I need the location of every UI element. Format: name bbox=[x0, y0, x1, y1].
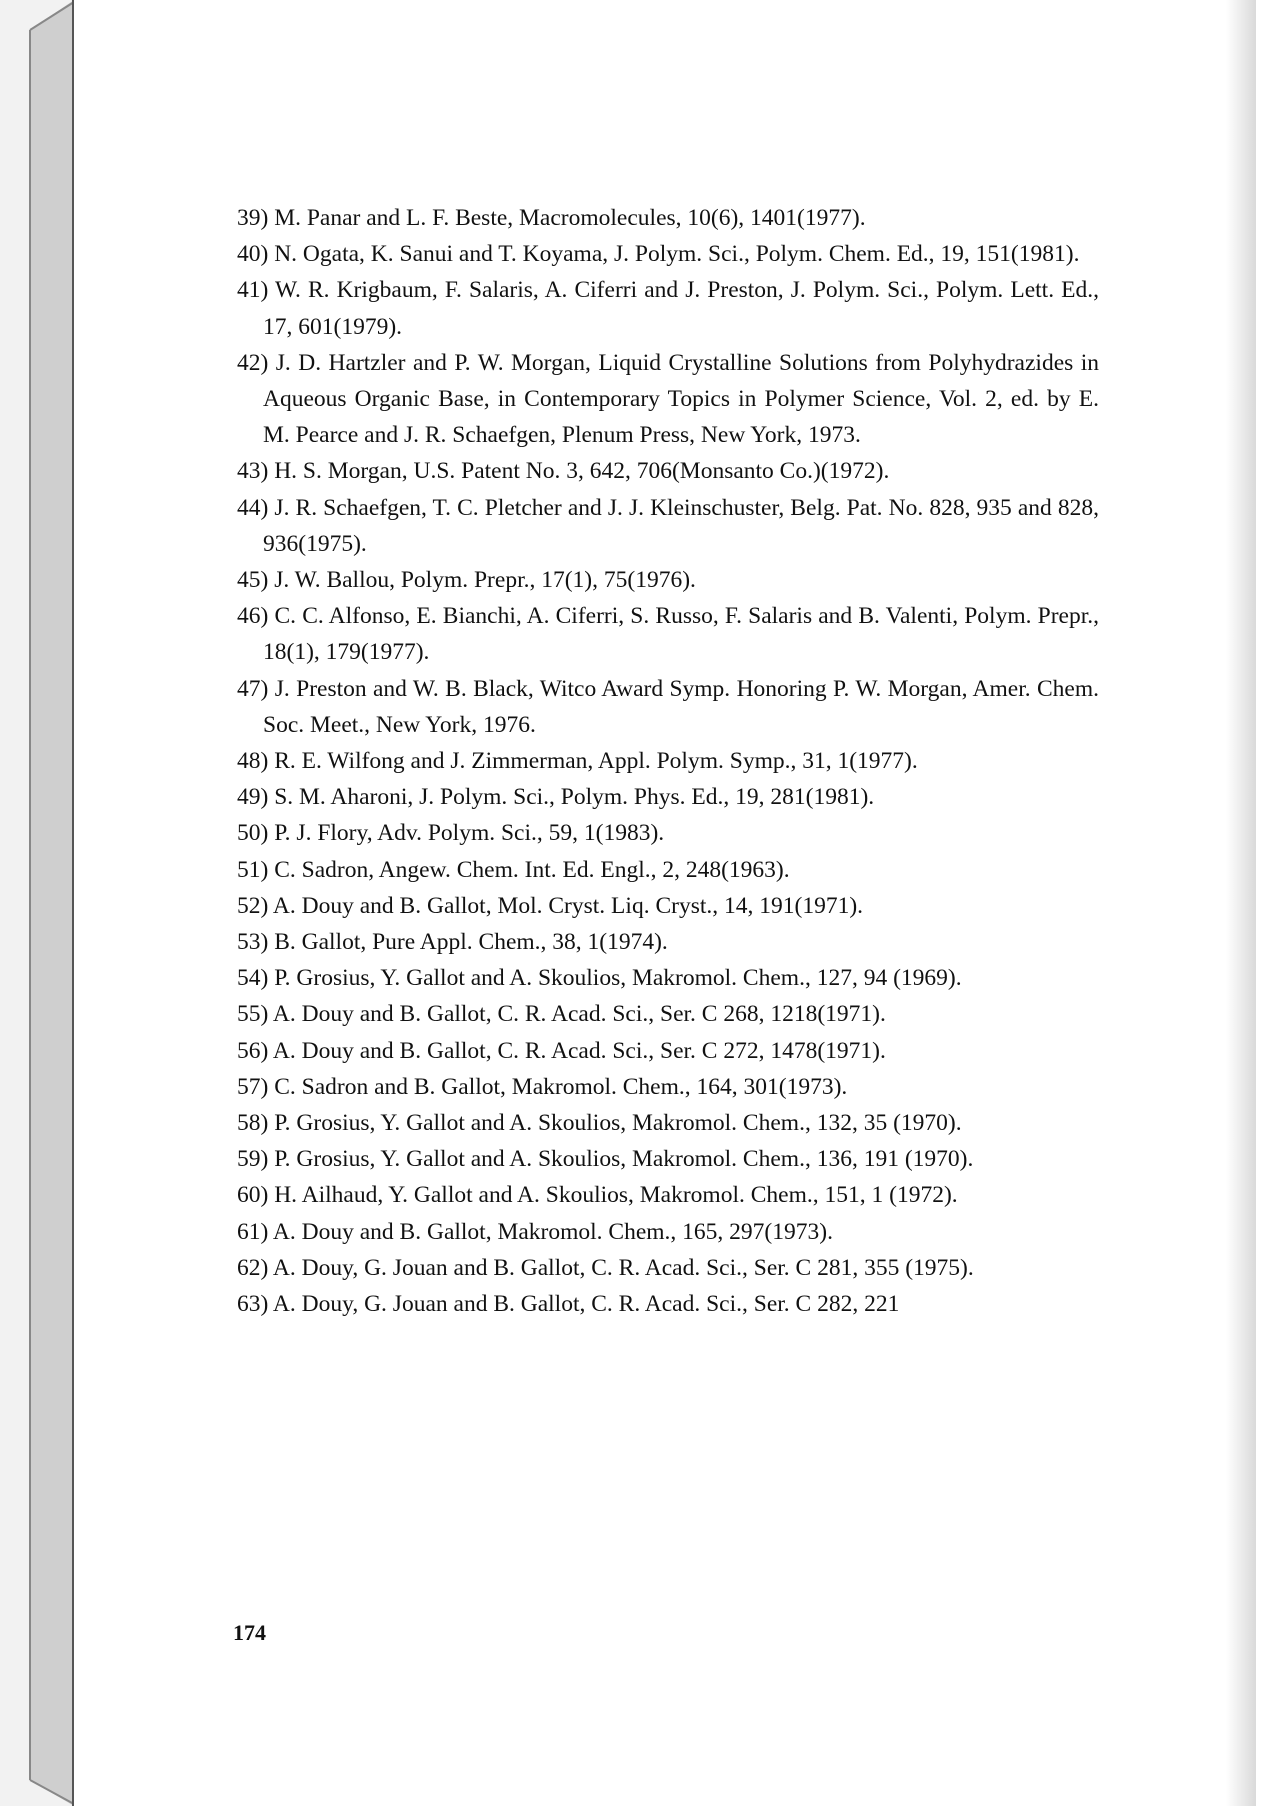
reference-item: 44) J. R. Schaefgen, T. C. Pletcher and J. J. Kleinschuster, Belg. Pat. No. 828, 935 and 828, 936(1975). bbox=[237, 494, 1100, 557]
page-edge-shadow bbox=[1226, 0, 1256, 1806]
reference-item: 51) C. Sadron, Angew. Chem. Int. Ed. Engl., 2, 248(1963). bbox=[237, 856, 790, 883]
reference-item: 47) J. Preston and W. B. Black, Witco Award Symp. Honoring P. W. Morgan, Amer. Chem. Soc. Meet., New York, 1976. bbox=[237, 675, 1099, 738]
reference-item: 45) J. W. Ballou, Polym. Prepr., 17(1), 75(1976). bbox=[237, 567, 696, 594]
page-number: 174 bbox=[233, 1620, 266, 1645]
reference-item: 52) A. Douy and B. Gallot, Mol. Cryst. Liq. Cryst., 14, 191(1971). bbox=[237, 892, 864, 919]
reference-item: 46) C. C. Alfonso, E. Bianchi, A. Ciferri, S. Russo, F. Salaris and B. Valenti, Polym. Prepr., 18(1), 179(1977). bbox=[237, 603, 1100, 666]
reference-item: 63) A. Douy, G. Jouan and B. Gallot, C. R. Acad. Sci., Ser. C 282, 221 bbox=[237, 1291, 900, 1318]
reference-item: 39) M. Panar and L. F. Beste, Macromolecules, 10(6), 1401(1977). bbox=[237, 205, 866, 231]
reference-item: 50) P. J. Flory, Adv. Polym. Sci., 59, 1(1983). bbox=[237, 820, 665, 847]
reference-item: 41) W. R. Krigbaum, F. Salaris, A. Ciferri and J. Preston, J. Polym. Sci., Polym. Lett. Ed., 17, 601(1979). bbox=[237, 277, 1099, 340]
reference-item: 53) B. Gallot, Pure Appl. Chem., 38, 1(1974). bbox=[237, 929, 668, 956]
reference-list bbox=[237, 200, 1099, 1322]
reference-item: 60) H. Ailhaud, Y. Gallot and A. Skoulios, Makromol. Chem., 151, 1 (1972). bbox=[237, 1182, 958, 1209]
reference-item: 55) A. Douy and B. Gallot, C. R. Acad. Sci., Ser. C 268, 1218(1971). bbox=[237, 1001, 886, 1028]
reference-item: 62) A. Douy, G. Jouan and B. Gallot, C. R. Acad. Sci., Ser. C 281, 355 (1975). bbox=[237, 1254, 974, 1281]
reference-item: 40) N. Ogata, K. Sanui and T. Koyama, J. Polym. Sci., Polym. Chem. Ed., 19, 151(1981). bbox=[237, 241, 1080, 268]
reference-item: 54) P. Grosius, Y. Gallot and A. Skoulios, Makromol. Chem., 127, 94 (1969). bbox=[237, 965, 962, 992]
reference-item: 58) P. Grosius, Y. Gallot and A. Skoulios, Makromol. Chem., 132, 35 (1970). bbox=[237, 1110, 962, 1137]
reference-item: 57) C. Sadron and B. Gallot, Makromol. Chem., 164, 301(1973). bbox=[237, 1073, 848, 1100]
reference-item: 56) A. Douy and B. Gallot, C. R. Acad. Sci., Ser. C 272, 1478(1971). bbox=[237, 1037, 886, 1064]
reference-item: 43) H. S. Morgan, U.S. Patent No. 3, 642, 706(Monsanto Co.)(1972). bbox=[237, 458, 890, 485]
reference-item: 49) S. M. Aharoni, J. Polym. Sci., Polym. Phys. Ed., 19, 281(1981). bbox=[237, 784, 875, 811]
reference-item: 42) J. D. Hartzler and P. W. Morgan, Liquid Crystalline Solutions from Polyhydrazides in Aqueous Organic Base, in Contemporary Topics in Polymer Science, Vol. 2, ed. by E. M. Pearce and J. R. Schaefgen, Plenum Press, New York, 1973. bbox=[237, 349, 1100, 449]
reference-item: 48) R. E. Wilfong and J. Zimmerman, Appl. Polym. Symp., 31, 1(1977). bbox=[237, 748, 918, 775]
reference-item: 61) A. Douy and B. Gallot, Makromol. Chem., 165, 297(1973). bbox=[237, 1218, 833, 1245]
reference-item: 59) P. Grosius, Y. Gallot and A. Skoulios, Makromol. Chem., 136, 191 (1970). bbox=[237, 1146, 974, 1173]
